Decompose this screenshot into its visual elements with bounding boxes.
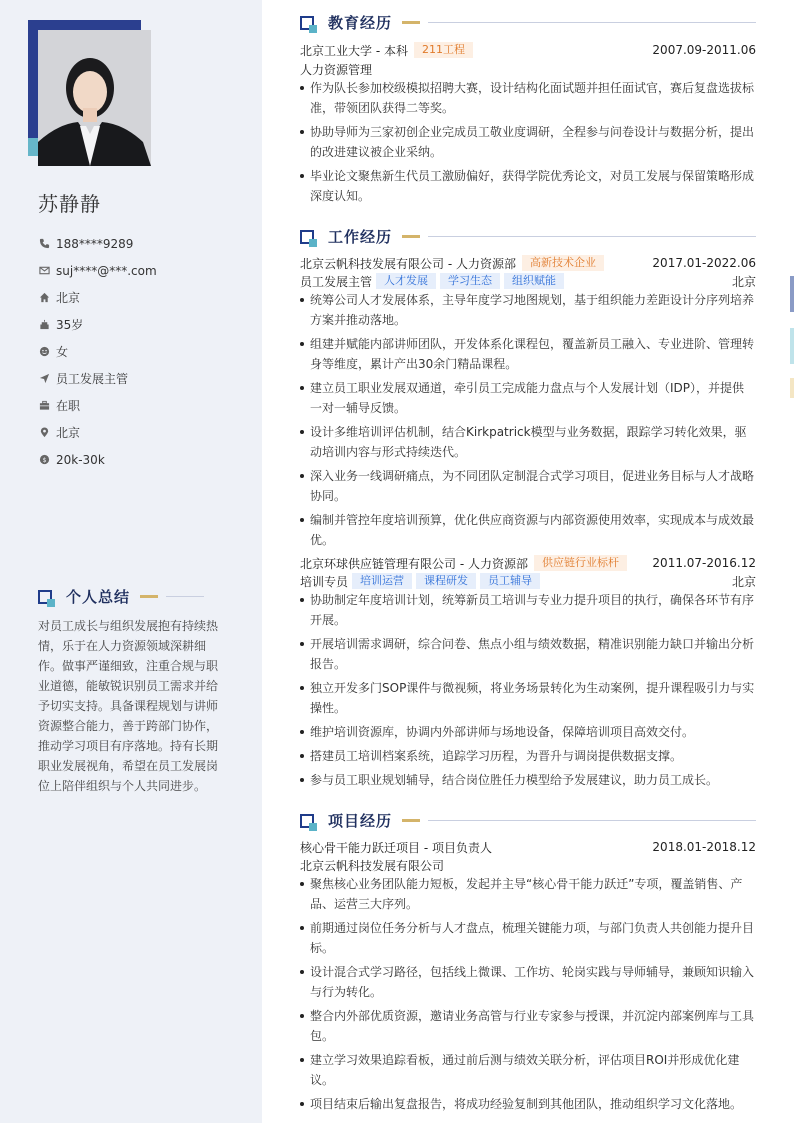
- info-salary: [38, 446, 157, 473]
- phone-icon: [38, 238, 50, 250]
- project-name: 核心骨干能力跃迁项目 - 项目负责人: [300, 840, 492, 855]
- projects-title: 项目经历: [328, 812, 393, 830]
- list-item: 协助导师为三家初创企业完成员工敬业度调研，全程参与问卷设计与数据分析，提出的改进建议被企业采纳。: [300, 122, 756, 162]
- edge-mark: [790, 378, 794, 398]
- info-position: [38, 365, 157, 392]
- job-1-tag: 人才发展: [376, 273, 436, 289]
- list-item: 维护培训资源库，协调内外部讲师与场地设备，保障培训项目高效交付。: [300, 722, 756, 742]
- job-2-tag: 培训运营: [352, 573, 412, 589]
- section-gold-bar: [140, 595, 158, 598]
- list-item: 项目结束后输出复盘报告，将成功经验复制到其他团队，推动组织学习文化落地。: [300, 1094, 756, 1114]
- job-1-tag: 学习生态: [440, 273, 500, 289]
- education-period: 2007.09-2011.06: [652, 43, 756, 57]
- job-1-city: 北京: [731, 274, 756, 289]
- projects-heading: [300, 810, 756, 831]
- salary-text: 20k-30k: [56, 452, 105, 467]
- education-header-row: [300, 41, 756, 59]
- list-item: 聚焦核心业务团队能力短板，发起并主导“核心骨干能力跃迁”专项，覆盖销售、产品、运营三大序列。: [300, 874, 756, 914]
- education-major-row: [300, 60, 756, 78]
- avatar: [38, 30, 151, 166]
- project-company-row: [300, 856, 756, 874]
- list-item: 搭建员工培训档案系统，追踪学习历程，为晋升与调岗提供数据支撑。: [300, 746, 756, 766]
- home-text: 北京: [56, 291, 81, 305]
- job-2-city: 北京: [731, 574, 756, 589]
- edge-mark: [790, 328, 794, 364]
- list-item: 作为队长参加校级模拟招聘大赛，设计结构化面试题并担任面试官，赛后复盘选拔标准，带领团队获得二等奖。: [300, 78, 756, 118]
- position-text: 员工发展主管: [56, 372, 129, 386]
- sidebar: [0, 0, 262, 1123]
- list-item: 设计混合式学习路径，包括线上微课、工作坊、轮岗实践与导师辅导，兼顾知识输入与行为转化。: [300, 962, 756, 1002]
- info-email: [38, 257, 157, 284]
- project-company: 北京云帆科技发展有限公司: [300, 858, 445, 873]
- job-2-company-tag: 供应链行业标杆: [534, 555, 627, 571]
- contact-info-list: [38, 230, 157, 473]
- home-icon: [38, 292, 50, 304]
- section-gold-bar: [402, 21, 420, 24]
- gender-text: 女: [56, 345, 69, 359]
- gender-icon: [38, 346, 50, 358]
- info-gender: [38, 338, 157, 365]
- education-title: 教育经历: [328, 14, 393, 32]
- cake-icon: [38, 319, 50, 331]
- list-item: 编制并管控年度培训预算，优化供应商资源与内部资源使用效率，实现成本与成效最优。: [300, 510, 756, 550]
- job-2-tag: 课程研发: [416, 573, 476, 589]
- email-text: suj****@***.com: [56, 263, 157, 278]
- project-bullets: [300, 874, 756, 1118]
- location-text: 北京: [56, 426, 81, 440]
- section-square-icon: [38, 590, 52, 604]
- job-2-company: 北京环球供应链管理有限公司 - 人力资源部: [300, 556, 528, 571]
- job-1-company: 北京云帆科技发展有限公司 - 人力资源部: [300, 256, 516, 271]
- job-1-tag: 组织赋能: [504, 273, 564, 289]
- job-2-role-row: [300, 572, 756, 590]
- salary-icon: [38, 454, 50, 466]
- education-school: 北京工业大学 - 本科: [300, 43, 408, 58]
- project-period: 2018.01-2018.12: [652, 840, 756, 854]
- phone-text: 188****9289: [56, 236, 134, 251]
- list-item: 设计多维培训评估机制，结合Kirkpatrick模型与业务数据，跟踪学习转化效果，驱动培训内容与形式持续迭代。: [300, 422, 756, 462]
- job-2-tag: 员工辅导: [480, 573, 540, 589]
- list-item: 开展培训需求调研，综合问卷、焦点小组与绩效数据，精准识别能力缺口并输出分析报告。: [300, 634, 756, 674]
- list-item: 深入业务一线调研痛点，为不同团队定制混合式学习项目，促进业务目标与人才战略协同。: [300, 466, 756, 506]
- location-icon: [38, 427, 50, 439]
- list-item: 独立开发多门SOP课件与微视频，将业务场景转化为生动案例，提升课程吸引力与实操性。: [300, 678, 756, 718]
- list-item: 前期通过岗位任务分析与人才盘点，梳理关键能力项，与部门负责人共创能力提升目标。: [300, 918, 756, 958]
- list-item: 统筹公司人才发展体系，主导年度学习地图规划，基于组织能力差距设计分序列培养方案并推动落地。: [300, 290, 756, 330]
- list-item: 建立学习效果追踪看板，通过前后测与绩效关联分析，评估项目ROI并形成优化建议。: [300, 1050, 756, 1090]
- edge-mark: [790, 276, 794, 312]
- summary-text: 对员工成长与组织发展抱有持续热情，乐于在人力资源领域深耕细作。做事严谨细致，注重合规与职业道德，能敏锐识别员工需求并给予切实支持。具备课程规划与讲师资源整合能力，善于跨部门协作，推动学习项目有序落地。持有长期职业发展视角，希望在员工发展岗位上陪伴组织与个人共同进步。: [38, 619, 219, 793]
- section-square-icon: [300, 230, 314, 244]
- section-divider: [428, 820, 756, 821]
- education-heading: [300, 12, 756, 33]
- list-item: 协助制定年度培训计划，统筹新员工培训与专业力提升项目的执行，确保各环节有序开展。: [300, 590, 756, 630]
- svg-text:$: $: [41, 455, 47, 464]
- briefcase-icon: [38, 400, 50, 412]
- section-gold-bar: [402, 819, 420, 822]
- section-gold-bar: [402, 235, 420, 238]
- list-item: 建立员工职业发展双通道，牵引员工完成能力盘点与个人发展计划（IDP），并提供一对一辅导反馈。: [300, 378, 756, 418]
- job-2-header-row: [300, 554, 756, 572]
- job-1-company-tag: 高新技术企业: [522, 255, 604, 271]
- job-2-role: 培训专员: [300, 574, 349, 589]
- list-item: 整合内外部优质资源，邀请业务高管与行业专家参与授课，并沉淀内部案例库与工具包。: [300, 1006, 756, 1046]
- summary-title: 个人总结: [66, 588, 131, 606]
- email-icon: [38, 265, 50, 277]
- job-1-role-row: [300, 272, 756, 290]
- send-icon: [38, 373, 50, 385]
- info-age: [38, 311, 157, 338]
- section-divider: [428, 236, 756, 237]
- info-home: [38, 284, 157, 311]
- list-item: 参与员工职业规划辅导，结合岗位胜任力模型给予发展建议，助力员工成长。: [300, 770, 756, 790]
- job-1-period: 2017.01-2022.06: [652, 256, 756, 270]
- job-1-bullets: [300, 290, 756, 554]
- education-tag: 211工程: [414, 42, 473, 58]
- list-item: 毕业论文聚焦新生代员工激励偏好，获得学院优秀论文，对员工发展与保留策略形成深度认知。: [300, 166, 756, 206]
- education-major: 人力资源管理: [300, 62, 373, 77]
- work-title: 工作经历: [328, 228, 393, 246]
- section-square-icon: [300, 814, 314, 828]
- section-square-icon: [300, 16, 314, 30]
- job-1-header-row: [300, 254, 756, 272]
- summary-heading: [38, 586, 204, 607]
- candidate-name: 苏静静: [38, 192, 101, 216]
- project-header-row: [300, 838, 756, 856]
- photo-frame: [28, 20, 151, 166]
- education-bullets: [300, 78, 756, 210]
- list-item: 组建并赋能内部讲师团队，开发体系化课程包，覆盖新员工融入、专业进阶、管理转身等维度，累计产出30余门精品课程。: [300, 334, 756, 374]
- job-1-role: 员工发展主管: [300, 274, 373, 289]
- info-location: [38, 419, 157, 446]
- section-divider: [166, 596, 204, 597]
- job-2-period: 2011.07-2016.12: [652, 556, 756, 570]
- info-phone: [38, 230, 157, 257]
- age-text: 35岁: [56, 318, 84, 332]
- job-2-bullets: [300, 590, 756, 794]
- status-text: 在职: [56, 399, 81, 413]
- info-status: [38, 392, 157, 419]
- work-heading: [300, 226, 756, 247]
- section-divider: [428, 22, 756, 23]
